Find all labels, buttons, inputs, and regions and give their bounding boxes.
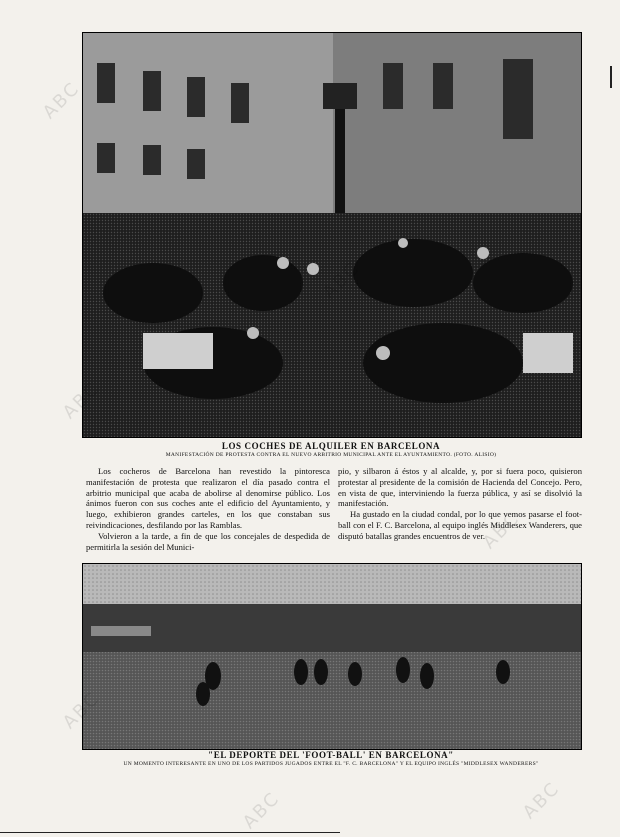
article-paragraph: Los cocheros de Barcelona han revestido la pintoresca manifestación de protesta que realizaron el día pasado contra el arbitrio municipal que acaba de abolirse al denomirse público. Los ánimos fueron con sus coches ante el edificio del Ayuntamiento, y luego, exhibieron grandes carteles, en los que constaban sus reivindicaciones, desfilando por las Ramblas. xyxy=(86,466,330,530)
watermark: ABC xyxy=(238,787,285,834)
watermark: ABC xyxy=(518,777,565,824)
article-paragraph: Ha gustado en la ciudad condal, por lo que vemos pasarse el foot-ball con el F. C. Barcelona, al equipo inglés Middlesex Wanderers, que disputó batallas grandes encuentros de ver. xyxy=(338,509,582,541)
football-match-photo xyxy=(82,563,582,750)
article-right-column xyxy=(338,466,582,542)
cab-protest-image xyxy=(83,33,581,437)
page-edge-mark xyxy=(610,66,612,88)
top-photo-caption-title: LOS COCHES DE ALQUILER EN BARCELONA xyxy=(221,441,441,451)
watermark: ABC xyxy=(38,77,85,124)
bottom-photo-caption-subtitle: UN MOMENTO INTERESANTE EN UNO DE LOS PARTIDOS JUGADOS ENTRE EL "F. C. BARCELONA" Y EL EQUIPO INGLÉS "MIDDLESEX WANDERERS" xyxy=(123,761,539,767)
watermark: ABC xyxy=(478,507,525,554)
football-match-image xyxy=(83,564,581,749)
bottom-rule xyxy=(0,832,340,833)
article-paragraph: Volvieron a la tarde, a fin de que los concejales de despedida de permitirla la sesión del Munici- xyxy=(86,530,330,552)
top-photo-caption-subtitle: MANIFESTACIÓN DE PROTESTA CONTRA EL NUEVO ARBITRIO MUNICIPAL ANTE EL AYUNTAMIENTO. (FOTO. ALISIO) xyxy=(165,452,497,458)
bottom-photo-caption-title: "EL DEPORTE DEL 'FOOT-BALL' EN BARCELONA" xyxy=(208,750,454,760)
article-left-column xyxy=(86,466,330,552)
article-paragraph: pio, y silbaron á éstos y al alcalde, y, por si fuera poco, quisieron protestar al presidente de la comisión de Hacienda del Concejo. Pero, en vista de que, interviniendo la fuerza pública, y así se disolvió la manifestación. xyxy=(338,466,582,509)
cab-protest-photo xyxy=(82,32,582,438)
